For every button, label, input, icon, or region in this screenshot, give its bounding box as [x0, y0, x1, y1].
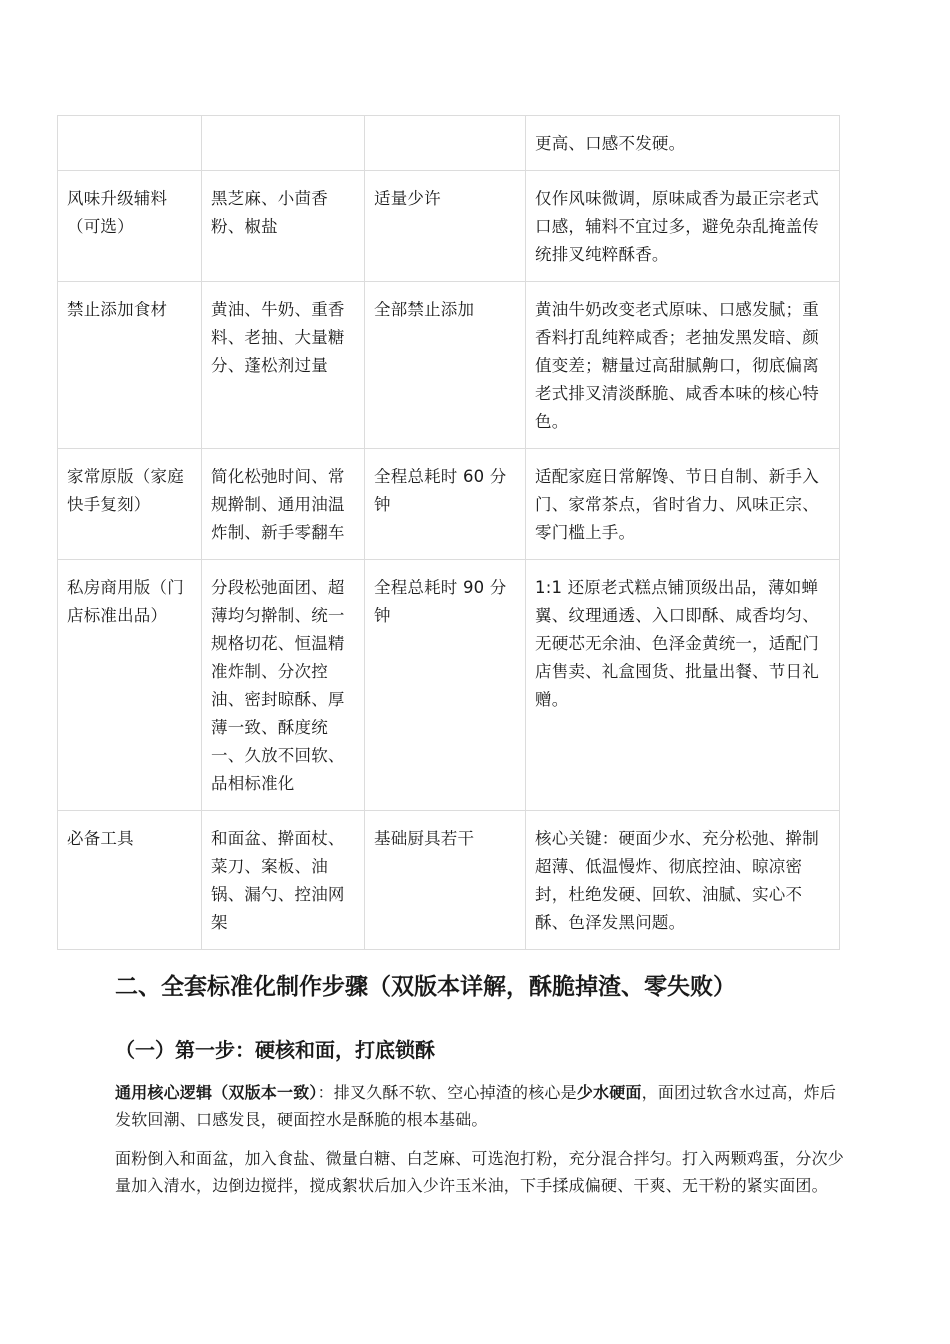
ingredients-table [57, 115, 840, 950]
table-row [58, 116, 840, 171]
table-cell: 全部禁止添加 [365, 282, 526, 449]
table-row [58, 560, 840, 811]
table-cell: 家常原版（家庭快手复刻） [58, 449, 202, 560]
table-cell: 核心关键：硬面少水、充分松弛、擀制超薄、低温慢炸、彻底控油、晾凉密封，杜绝发硬、回软、油腻、实心不酥、色泽发黑问题。 [526, 811, 840, 950]
table-cell: 和面盆、擀面杖、菜刀、案板、油锅、漏勺、控油网架 [202, 811, 365, 950]
table-cell: 私房商用版（门店标准出品） [58, 560, 202, 811]
core-logic-label: 通用核心逻辑（双版本一致） [115, 1083, 318, 1102]
table-cell: 仅作风味微调，原味咸香为最正宗老式口感，辅料不宜过多，避免杂乱掩盖传统排叉纯粹酥香。 [526, 171, 840, 282]
table-cell: 更高、口感不发硬。 [526, 116, 840, 171]
table-cell: 必备工具 [58, 811, 202, 950]
section-heading: 二、全套标准化制作步骤（双版本详解，酥脆掉渣、零失败） [115, 974, 736, 1000]
table-row [58, 282, 840, 449]
table-cell: 适量少许 [365, 171, 526, 282]
emphasis-text: 少水硬面 [576, 1083, 642, 1102]
paragraph-text: ：排叉久酥不软、空心掉渣的核心是 [317, 1083, 577, 1102]
table-cell: 黑芝麻、小茴香粉、椒盐 [202, 171, 365, 282]
table-cell: 基础厨具若干 [365, 811, 526, 950]
table-cell [58, 116, 202, 171]
core-logic-paragraph [115, 1079, 850, 1133]
instruction-paragraph: 面粉倒入和面盆，加入食盐、微量白糖、白芝麻、可选泡打粉，充分混合拌匀。打入两颗鸡蛋，分次少量加入清水，边倒边搅拌，搅成絮状后加入少许玉米油，下手揉成偏硬、干爽、无干粉的紧实面团。 [115, 1149, 845, 1195]
table-cell: 1:1 还原老式糕点铺顶级出品，薄如蝉翼、纹理通透、入口即酥、咸香均匀、无硬芯无余油、色泽金黄统一，适配门店售卖、礼盒囤货、批量出餐、节日礼赠。 [526, 560, 840, 811]
subsection-heading: （一）第一步：硬核和面，打底锁酥 [115, 1038, 435, 1062]
table-cell: 黄油牛奶改变老式原味、口感发腻；重香料打乱纯粹咸香；老抽发黑发暗、颜值变差；糖量过高甜腻齁口，彻底偏离老式排叉清淡酥脆、咸香本味的核心特色。 [526, 282, 840, 449]
table-cell [202, 116, 365, 171]
paragraph-text: ，面团过软含水过高，炸后发软回潮、口感发艮，硬面控水是酥脆的根本基础。 [115, 1083, 837, 1129]
table-cell: 全程总耗时 60 分钟 [365, 449, 526, 560]
table-cell: 风味升级辅料（可选） [58, 171, 202, 282]
table-cell: 黄油、牛奶、重香料、老抽、大量糖分、蓬松剂过量 [202, 282, 365, 449]
table-row [58, 171, 840, 282]
table-cell: 全程总耗时 90 分钟 [365, 560, 526, 811]
table-cell [365, 116, 526, 171]
table-cell: 禁止添加食材 [58, 282, 202, 449]
table-row [58, 811, 840, 950]
table-cell: 适配家庭日常解馋、节日自制、新手入门、家常茶点，省时省力、风味正宗、零门槛上手。 [526, 449, 840, 560]
table-row [58, 449, 840, 560]
table-cell: 简化松弛时间、常规擀制、通用油温炸制、新手零翻车 [202, 449, 365, 560]
table-cell: 分段松弛面团、超薄均匀擀制、统一规格切花、恒温精准炸制、分次控油、密封晾酥、厚薄一致、酥度统一、久放不回软、品相标准化 [202, 560, 365, 811]
